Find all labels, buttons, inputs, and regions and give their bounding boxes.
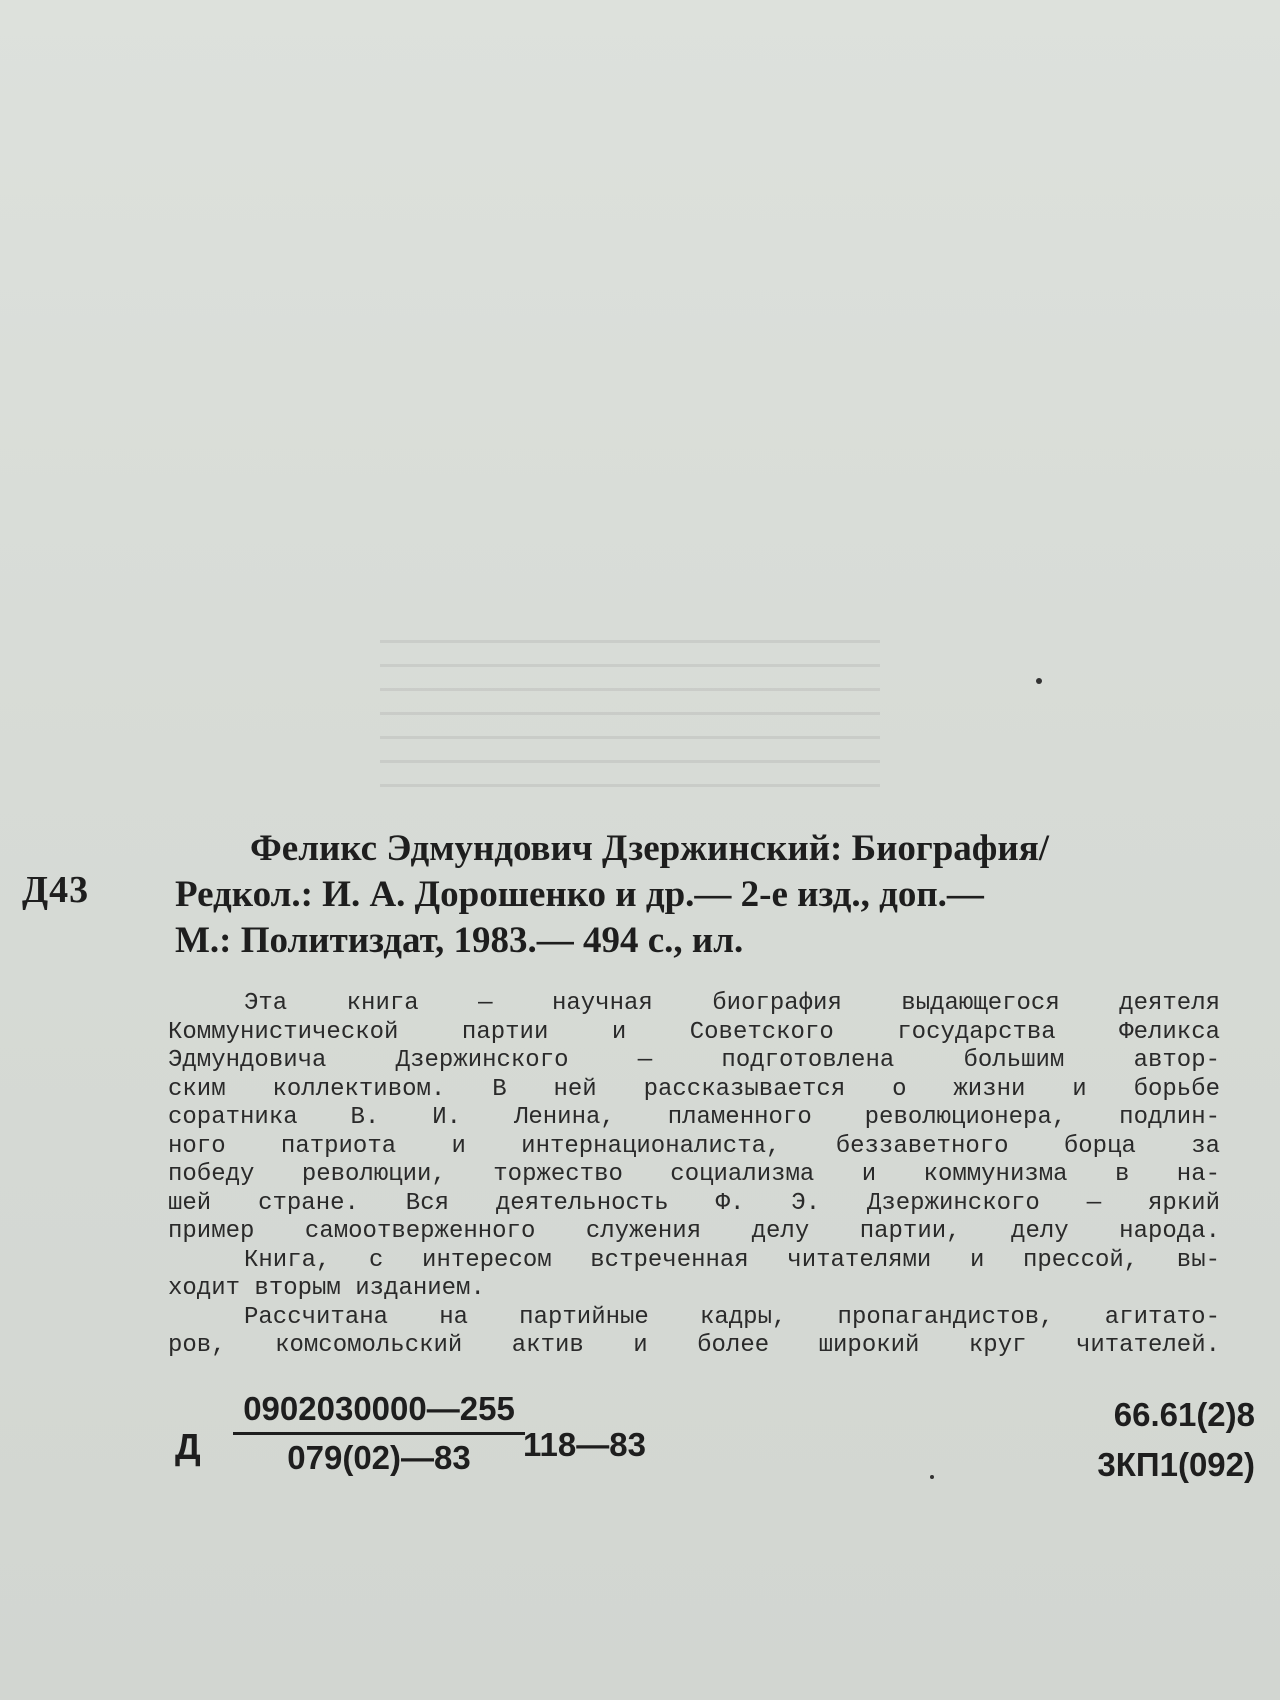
code-letter: Д [175,1426,201,1467]
bbk-index [1097,1390,1255,1490]
annotation-line: соратника В. И. Ленина, пламенного революционера, подлин- [168,1104,1220,1131]
annotation-line: Эдмундовича Дзержинского — подготовлена большим автор- [168,1047,1220,1074]
biblio-line-title: Феликс Эдмундович Дзержинский: Биография/ [250,828,1050,869]
annotation-line: Эта книга — научная биография выдающегося деятеля [244,990,1220,1017]
code-suffix: 118—83 [523,1426,646,1463]
biblio-line-publisher: М.: Политиздат, 1983.— 494 с., ил. [175,920,744,961]
annotation-line: ного патриота и интернационалиста, беззаветного борца за [168,1132,1220,1160]
annotation-line: Книга, с интересом встреченная читателями и прессой, вы- [244,1246,1220,1274]
annotation-line: Рассчитана на партийные кадры, пропагандистов, агитато- [244,1303,1220,1331]
annotation-line: пример самоотверженного служения делу партии, делу народа. [168,1218,1220,1245]
annotation-line: победу революции, торжество социализма и коммунизма в на- [168,1161,1220,1188]
paper-speck [1036,678,1042,684]
show-through-text [380,640,880,840]
bibliographic-record [175,826,1205,964]
code-fraction [233,1390,525,1477]
code-numerator: 0902030000—255 [243,1390,515,1427]
annotation [168,990,1220,1361]
bbk-line-2: 3КП1(092) [1097,1446,1255,1483]
udc-code: Д43 [22,869,90,911]
bbk-line-1: 66.61(2)8 [1113,1396,1255,1433]
biblio-line-editors: Редкол.: И. А. Дорошенко и др.— 2-е изд., доп.— [175,874,984,915]
annotation-line: ским коллективом. В ней рассказывается о жизни и борьбе [168,1075,1220,1103]
annotation-line: ров, комсомольский актив и более широкий круг читателей. [168,1332,1220,1359]
paper-speck [930,1475,934,1479]
publication-codes [175,1390,1255,1500]
fraction-bar [233,1432,525,1435]
annotation-line: шей стране. Вся деятельность Ф. Э. Дзержинского — яркий [168,1189,1220,1217]
annotation-line: ходит вторым изданием. [168,1275,485,1302]
annotation-line: Коммунистической партии и Советского государства Феликса [168,1018,1220,1046]
code-denominator: 079(02)—83 [287,1439,471,1476]
